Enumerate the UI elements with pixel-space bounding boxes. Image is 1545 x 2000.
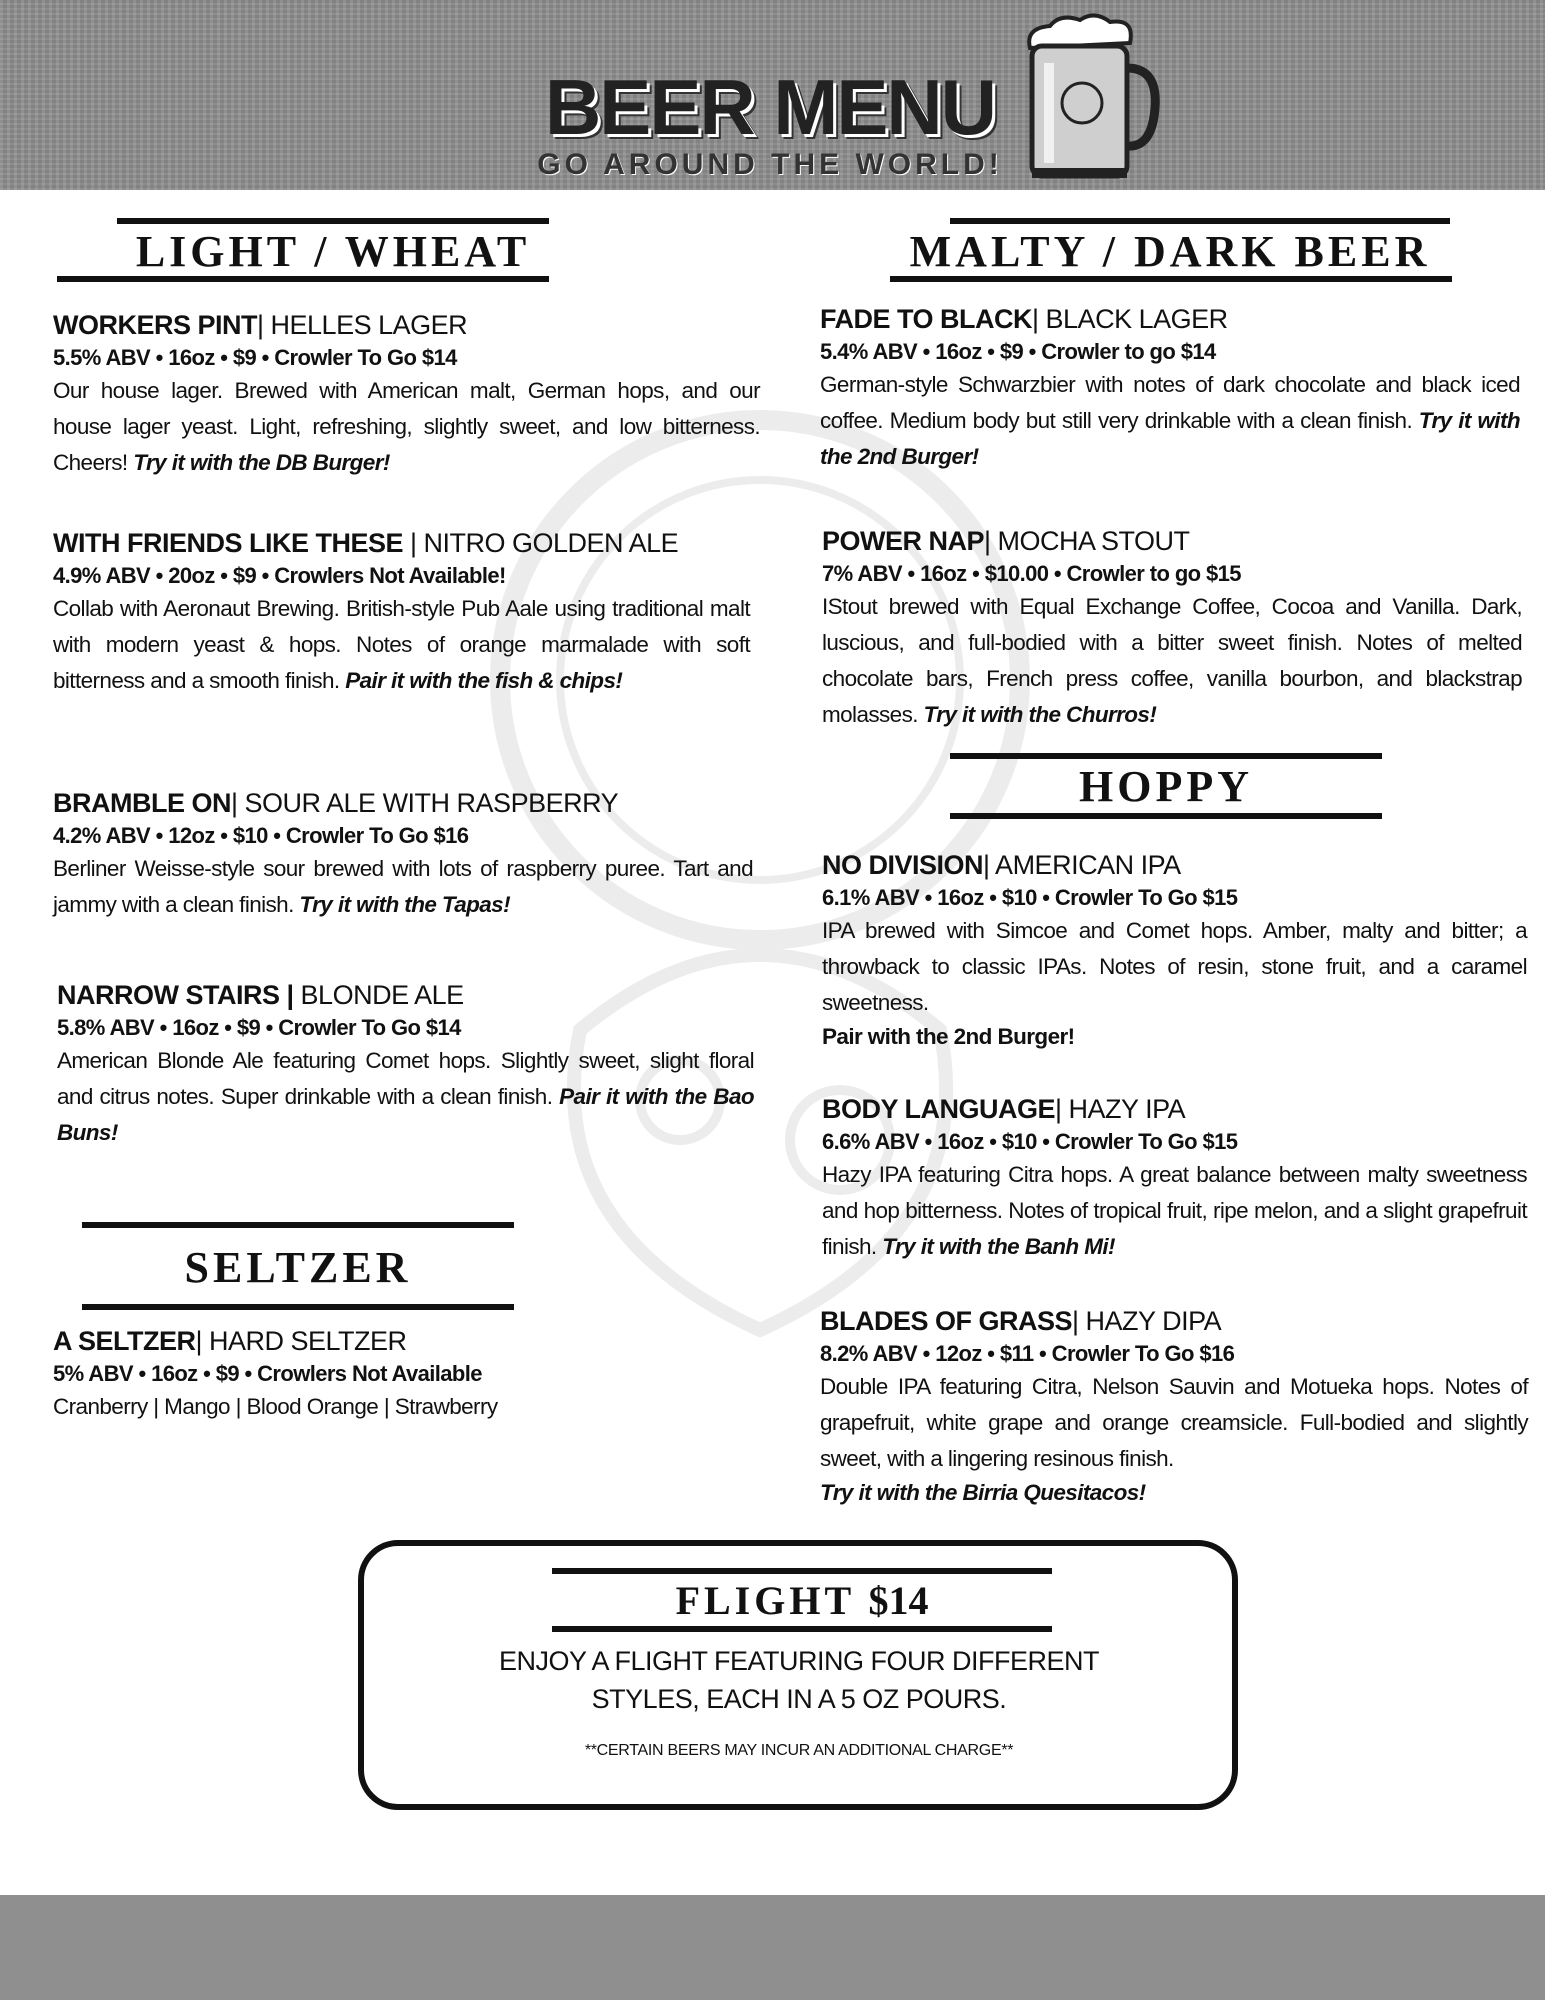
beer-style: | NITRO GOLDEN ALE bbox=[403, 528, 679, 558]
beer-pairing: Try it with the Banh Mi! bbox=[882, 1234, 1115, 1259]
flight-desc-line2: STYLES, EACH IN A 5 OZ POURS. bbox=[591, 1684, 1007, 1714]
menu-subtitle: GO AROUND THE WORLD! bbox=[537, 148, 1003, 181]
beer-description: Berliner Weisse-style sour brewed with lots of raspberry puree. Tart and jammy with a clean finish. bbox=[53, 856, 753, 917]
beer-pairing: Try it with the Churros! bbox=[923, 702, 1157, 727]
beer-workers-pint bbox=[53, 308, 760, 481]
beer-style: | MOCHA STOUT bbox=[984, 526, 1190, 556]
beer-name: BLADES OF GRASS bbox=[820, 1306, 1073, 1336]
beer-pairing: Pair it with the Bao Buns! bbox=[57, 1084, 755, 1145]
beer-name: NARROW STAIRS | bbox=[57, 980, 294, 1010]
beer-stats: 5.8% ABV • 16oz • $9 • Crowler To Go $14 bbox=[57, 1015, 461, 1040]
section-heading-hoppy: HOPPY bbox=[950, 753, 1382, 819]
beer-name: BODY LANGUAGE bbox=[822, 1094, 1056, 1124]
beer-style: | HAZY IPA bbox=[1055, 1094, 1186, 1124]
beer-stats: 4.2% ABV • 12oz • $10 • Crowler To Go $16 bbox=[53, 823, 469, 848]
beer-name: POWER NAP bbox=[822, 526, 985, 556]
section-heading-seltzer: SELTZER bbox=[82, 1222, 514, 1310]
flight-title: FLIGHT bbox=[675, 1578, 855, 1623]
beer-stats: 5% ABV • 16oz • $9 • Crowlers Not Available bbox=[53, 1361, 482, 1386]
beer-description: Hazy IPA featuring Citra hops. A great balance between malty sweetness and hop bitterness. Notes of tropical fruit, ripe melon, and a slight grapefruit finish. bbox=[822, 1162, 1527, 1259]
beer-style: | HAZY DIPA bbox=[1072, 1306, 1222, 1336]
beer-fade-to-black bbox=[820, 302, 1520, 475]
beer-style: | SOUR ALE WITH RASPBERRY bbox=[231, 788, 619, 818]
beer-name: BRAMBLE ON bbox=[53, 788, 231, 818]
flight-note: **CERTAIN BEERS MAY INCUR AN ADDITIONAL CHARGE** bbox=[584, 1742, 1014, 1759]
beer-description: German-style Schwarzbier with notes of dark chocolate and black iced coffee. Medium body but still very drinkable with a clean finish. bbox=[820, 372, 1520, 433]
beer-blades-of-grass bbox=[820, 1304, 1528, 1509]
beer-pairing: Pair it with the fish & chips! bbox=[345, 668, 623, 693]
beer-name: FADE TO BLACK bbox=[820, 304, 1033, 334]
flight-box bbox=[358, 1540, 1238, 1810]
beer-description: Our house lager. Brewed with American malt, German hops, and our house lager yeast. Light, refreshing, slightly sweet, and low bitterness. Cheers! bbox=[53, 378, 760, 475]
beer-power-nap bbox=[822, 524, 1522, 733]
beer-stats: 8.2% ABV • 12oz • $11 • Crowler To Go $16 bbox=[820, 1341, 1235, 1366]
beer-pairing: Try it with the Birria Quesitacos! bbox=[820, 1480, 1146, 1505]
flight-desc-line1: ENJOY A FLIGHT FEATURING FOUR DIFFERENT bbox=[498, 1646, 1100, 1676]
beer-no-division bbox=[822, 848, 1527, 1053]
beer-name: A SELTZER bbox=[53, 1326, 196, 1356]
beer-style: | AMERICAN IPA bbox=[983, 850, 1181, 880]
beer-bramble-on bbox=[53, 786, 753, 923]
beer-name: NO DIVISION bbox=[822, 850, 984, 880]
beer-pairing: Try it with the 2nd Burger! bbox=[820, 408, 1520, 469]
section-heading-malty-dark: MALTY / DARK BEER bbox=[890, 218, 1450, 282]
beer-mug-icon bbox=[1010, 8, 1160, 188]
flight-heading bbox=[552, 1568, 1052, 1632]
beer-description: American Blonde Ale featuring Comet hops. Slightly sweet, slight floral and citrus notes. Super drinkable with a clean finish. bbox=[57, 1048, 754, 1109]
menu-title: BEER MENU bbox=[544, 63, 996, 151]
beer-description: Double IPA featuring Citra, Nelson Sauvin and Motueka hops. Notes of grapefruit, white grape and orange creamsicle. Full-bodied and slightly sweet, with a lingering resinous finish. bbox=[820, 1374, 1528, 1471]
beer-stats: 5.5% ABV • 16oz • $9 • Crowler To Go $14 bbox=[53, 345, 457, 370]
section-heading-light-wheat: LIGHT / WHEAT bbox=[117, 218, 549, 282]
beer-style: | HARD SELTZER bbox=[195, 1326, 407, 1356]
beer-style: | BLACK LAGER bbox=[1032, 304, 1228, 334]
beer-pairing: Pair with the 2nd Burger! bbox=[822, 1024, 1075, 1049]
header-band bbox=[0, 0, 1545, 190]
flight-description bbox=[404, 1642, 1194, 1718]
beer-with-friends-like-these bbox=[53, 526, 750, 699]
beer-a-seltzer bbox=[53, 1324, 673, 1425]
beer-stats: 7% ABV • 16oz • $10.00 • Crowler to go $15 bbox=[822, 561, 1241, 586]
beer-stats: 4.9% ABV • 20oz • $9 • Crowlers Not Available! bbox=[53, 563, 506, 588]
beer-pairing: Try it with the DB Burger! bbox=[133, 450, 390, 475]
beer-stats: 5.4% ABV • 16oz • $9 • Crowler to go $14 bbox=[820, 339, 1216, 364]
beer-name: WITH FRIENDS LIKE THESE bbox=[53, 528, 404, 558]
beer-style: | HELLES LAGER bbox=[257, 310, 468, 340]
beer-pairing: Try it with the Tapas! bbox=[299, 892, 510, 917]
flight-price: $14 bbox=[868, 1578, 929, 1623]
beer-narrow-stairs bbox=[57, 978, 754, 1151]
seltzer-flavors: Cranberry | Mango | Blood Orange | Strawberry bbox=[53, 1394, 498, 1419]
beer-name: WORKERS PINT bbox=[53, 310, 258, 340]
beer-description: IPA brewed with Simcoe and Comet hops. Amber, malty and bitter; a throwback to classic IPAs. Notes of resin, stone fruit, and a caramel sweetness. bbox=[822, 918, 1527, 1015]
beer-body-language bbox=[822, 1092, 1527, 1265]
beer-description: IStout brewed with Equal Exchange Coffee, Cocoa and Vanilla. Dark, luscious, and full-bodied with a bitter sweet finish. Notes of melted chocolate bars, French press coffee, vanilla bourbon, and blackstrap molasses. bbox=[822, 594, 1522, 727]
beer-style: BLONDE ALE bbox=[293, 980, 464, 1010]
footer-band bbox=[0, 1895, 1545, 2000]
beer-description: Collab with Aeronaut Brewing. British-style Pub Aale using traditional malt with modern yeast & hops. Notes of orange marmalade with soft bitterness and a smooth finish. bbox=[53, 596, 750, 693]
beer-stats: 6.6% ABV • 16oz • $10 • Crowler To Go $15 bbox=[822, 1129, 1238, 1154]
beer-stats: 6.1% ABV • 16oz • $10 • Crowler To Go $15 bbox=[822, 885, 1238, 910]
